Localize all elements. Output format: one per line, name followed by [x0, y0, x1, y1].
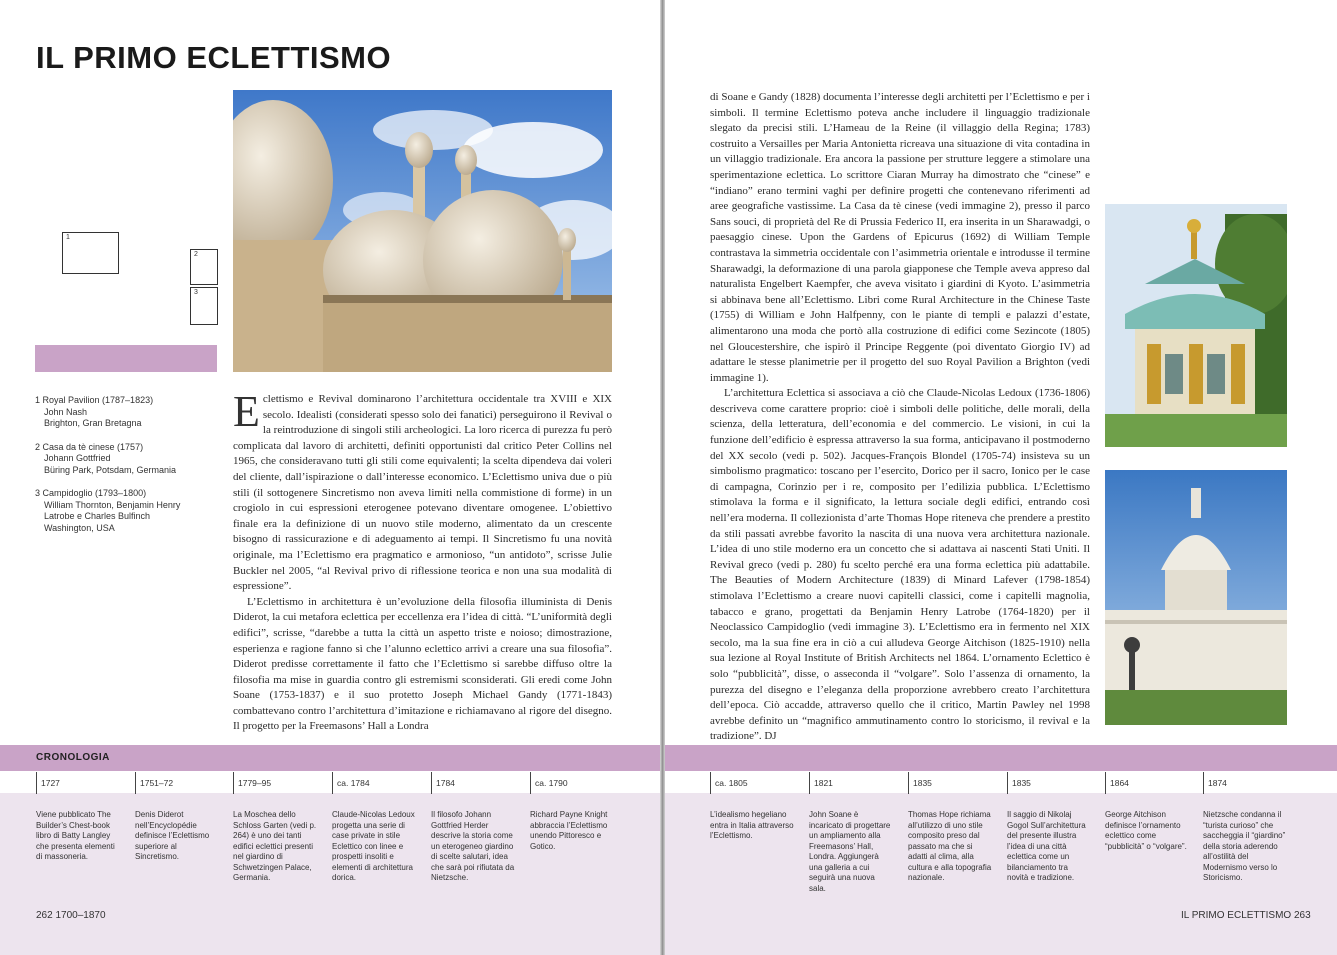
image-captions: [35, 395, 225, 546]
chrono-year: 1864: [1105, 772, 1129, 794]
chrono-year: 1751–72: [135, 772, 173, 794]
caption-line: William Thornton, Benjamin Henry: [44, 499, 181, 510]
caption-line: Brighton, Gran Bretagna: [44, 418, 142, 428]
caption-1: [35, 395, 225, 430]
chrono-event: Thomas Hope richiama all’utilizzo di uno stile composito preso dal passato ma che si adatti al clima, alla cultura e alla topografia nazionale.: [908, 810, 992, 882]
chrono-year: 1874: [1203, 772, 1227, 794]
chronology-title: CRONOLOGIA: [36, 752, 110, 763]
chrono-event: Claude-Nicolas Ledoux progetta una serie di case private in stile Eclettico con linee e prospetti insoliti e elementi di architettura dorica.: [332, 810, 415, 882]
chronology-band: [665, 745, 1337, 771]
chinese-tea-house-photo: [1105, 204, 1287, 447]
body-text-right: [710, 90, 1090, 743]
chrono-event: John Soane è incaricato di progettare un ampliamento alla Freemasons’ Hall, Londra. Aggiungerà una galleria a cui seguirà una nuova sala.: [809, 810, 891, 893]
caption-head: 2 Casa da tè cinese (1757): [35, 441, 144, 452]
left-page: [0, 0, 662, 955]
chrono-event: Il filosofo Johann Gottfried Herder descrive la storia come un eterogeneo giardino di scelte salutari, idea che sarà poi rifiutata da Nietzsche.: [431, 810, 515, 882]
chrono-event: George Aitchison definisce l’ornamento eclettico come “pubblicità” o “volgare”.: [1105, 810, 1187, 851]
caption-line: Latrobe e Charles Bulfinch: [44, 511, 151, 521]
caption-head: 1 Royal Pavilion (1787–1823): [35, 395, 154, 405]
locator-number: 2: [194, 251, 198, 258]
paragraph: L’Eclettismo in architettura è un’evoluzione della filosofia illuminista di Denis Diderot, la cui metafora eclettica per eccellenza era l’idea di città. “L’uniformità degli edifici”, scrisse, “darebbe a tutta la città un aspetto triste e noioso; dimostrazione, esperienza e ragione fanno sì che l’alunno eclettico arrivi a creare una sua filosofia”. Diderot predisse correttamente il fatto che l’Eclettismo si sarebbe diffuso oltre la filosofia ma mise in guardia contro gli estremismi sconsiderati. Gli eredi come John Soane (1753-1837) e il suo protetto Joseph Michael Gandy (1771-1843) combattevano contro l’architettura d’imitazione e richiamavano al rigore del disegno. Il progetto per la Freemasons’ Hall a Londra: [233, 595, 612, 733]
paragraph: di Soane e Gandy (1828) documenta l’interesse degli architetti per l’Eclettismo e per i simboli. Il termine Eclettismo poteva anche includere il linguaggio tradizionale slegato da precisi stili. L’Hameau de la Reine (il villaggio della Regina; 1783) costruito a Versailles per Maria Antonietta ricreava una situazione di vita contadina in un villaggio tradizionale. Era ancora la passione per strutture leggere a stimolare una sperimentazione eclettica. Lo scrittore Ciaran Murray ha dimostrato che “cinese” e “indiano” erano termini vaghi per definire progetti che contenevano riferimenti ad aree geografiche vastissime. La Casa da tè cinese (vedi immagine 2), presso il parco Sans souci, di proprietà del Re di Prussia Federico II, era inserita in un Sharawadgi, o paesaggio cinese. Upon the Gardens of Epicurus (1692) di William Temple contrastava la simmetria occidentale con l’asimmetria orientale e introdusse il termine Sharawadgi, la deformazione di una parola giapponese che Temple aveva appreso dal naturalista Engelbert Kaempfer, che aveva visitato i giardini di Kyoto. L’asimmetria si abbinava bene all’Eclettismo. Libri come Rural Architecture in the Chinese Taste (1755) di William e John Halfpenny, con le piante di templi e palazzi d’estate, alimentarono una moda che portò alla costruzione di edifici come Sezincote (1805) nel Gloucestershire, che ispirò il Principe Reggente (poi diventato Giorgio IV) ad adattare le stesse planimetrie per il progetto del suo Royal Pavilion a Brighton (vedi immagine 1).: [710, 91, 1090, 384]
paragraph-text: clettismo e Revival dominarono l’architettura occidentale tra XVIII e XIX secolo. Idealisti (considerati spesso solo dei fanatici) perseguirono il Revival o la reintroduzione di singoli stili archeologici. La loro ricerca di purezza fu però complicata dal lavoro di architetti, definiti opportunisti dal critico Peter Collins nel 1965, che consideravano tutti gli stili come equivalenti; la scelta dipendeva dai voleri del cliente, dall’ispirazione o dall’interesse economico. L’Eclettismo univa due o più stili (il sottogenere Sincretismo non aveva limiti nella commistione di forme) in un crogiolo in cui espressioni eterogenee potevano diventare omogenee. L’obiettivo finale era la definizione di un nuovo stile moderno, alimentato da un crescente bisogno di rassicurazione e di adeguamento ai tempi. Il Sincretismo fu una novità originale, ma l’Eclettismo era pragmatico e armonioso, “un antidoto”, scrisse Julie Buckler nel 2005, “al Revival privo di riflessione teorica e non una sua modalità di espressione”.: [233, 393, 612, 593]
page-folio-right: IL PRIMO ECLETTISMO 263: [1181, 910, 1311, 921]
paragraph: [233, 387, 612, 595]
chronology-years-row: [665, 771, 1337, 793]
caption-color-bar: [35, 345, 217, 372]
caption-3: [35, 488, 225, 534]
right-page: [665, 0, 1337, 955]
chrono-event: La Moschea dello Schloss Garten (vedi p. 264) è uno dei tanti edifici eclettici presenti nel giardino di Schwetzingen Palace, Germania.: [233, 810, 317, 882]
locator-number: 1: [66, 234, 70, 241]
caption-line: John Nash: [44, 406, 88, 417]
chrono-year: ca. 1790: [530, 772, 568, 794]
chrono-year: 1835: [1007, 772, 1031, 794]
locator-box-2: [190, 249, 218, 285]
caption-2: [35, 442, 225, 477]
drop-cap: E: [233, 387, 260, 436]
caption-head: 3 Campidoglio (1793–1800): [35, 488, 147, 498]
caption-line: Washington, USA: [44, 522, 115, 533]
caption-line: Büring Park, Potsdam, Germania: [44, 464, 177, 475]
locator-number: 3: [194, 289, 198, 296]
caption-line: Johann Gottfried: [44, 453, 111, 463]
chrono-event: Denis Diderot nell’Encyclopédie definisce l’Eclettismo superiore al Sincretismo.: [135, 810, 210, 861]
body-text-left: [233, 387, 612, 737]
capitol-photo: [1105, 470, 1287, 725]
chrono-year: ca. 1784: [332, 772, 370, 794]
paragraph: L’architettura Eclettica si associava a ciò che Claude-Nicolas Ledoux (1736-1806) descriveva come carattere proprio: cioè i simboli delle politiche, delle morali, della scienza, della letteratura, dell’economia e del commercio. Le visioni, in cui la funzione dell’edificio è espressa attraverso la sua forma, anticipavano il postmoderno del XX secolo (vedi p. 502). Jacques-François Blondel (1705-74) insisteva su un simbolismo pragmatico: toscano per l’esercito, Dorico per il sacro, Ionico per le case di campagna, Corinzio per i re, composito per l’edilizia pubblica. L’Eclettismo stimolava la forma e il significato, la lettura sociale degli edifici, entrando così nell’era moderna. Il collezionista d’arte Thomas Hope riteneva che prendere a prestito da stili passati avrebbe favorito la nascita di una nuova vera architettura nazionale. L’idea di uno stile moderno era un concetto che si adattava ai nascenti Stati Uniti. Il Revival greco (vedi p. 280) fu scelto perché era una forma eclettica più adattabile. The Beauties of Modern Architecture (1839) di Minard Lafever (1798-1854) stimolava l’Eclettismo a creare nuovi capitelli classici, come i capitelli magnolia, tabacco e grano, progettati da Benjamin Henry Latrobe (1764-1820) per il Neoclassico Campidoglio (vedi immagine 3). L’Eclettismo era in fermento nel XIX secolo, ma la sua fine era in ciò a cui alludeva George Aitchison (1825-1910) nella sua lezione al Royal Institute of British Architects nel 1864. L’ornamento Eclettico è solo “pubblicità”, disse, o asseconda il “volgare”. Solo l’assenza di ornamento, la purezza del disegno e l’eleganza della proporzione avrebbero creato l’architettura dell’epoca. Ciò accadde, attraverso quello che il critico, Martin Pawley nel 1998 avrebbe definito un “magnifico ammutinamento contro lo storicismo, il revival e la tradizione”. DJ: [710, 387, 1090, 743]
page-title: IL PRIMO ECLETTISMO: [36, 40, 392, 75]
chrono-year: 1821: [809, 772, 833, 794]
chrono-year: 1727: [36, 772, 60, 794]
chrono-event: Nietzsche condanna il “turista curioso” che saccheggia il “giardino” della storia aderendo all’ostilità del Modernismo verso lo Storicismo.: [1203, 810, 1286, 882]
chrono-year: 1779–95: [233, 772, 271, 794]
chrono-event: L’idealismo hegeliano entra in Italia attraverso l’Eclettismo.: [710, 810, 794, 840]
chrono-year: 1835: [908, 772, 932, 794]
chrono-event: Viene pubblicato The Builder’s Chest-book libro di Batty Langley che presenta elementi di massoneria.: [36, 810, 115, 861]
chrono-year: ca. 1805: [710, 772, 748, 794]
royal-pavilion-photo: [233, 90, 612, 372]
locator-box-1: [62, 232, 119, 274]
chrono-event: Il saggio di Nikolaj Gogol Sull’architettura del presente illustra l’idea di una città eclettica come un bilanciamento tra novità e tradizione.: [1007, 810, 1086, 882]
page-folio-left: 262 1700–1870: [36, 910, 106, 921]
locator-box-3: [190, 287, 218, 325]
chrono-year: 1784: [431, 772, 455, 794]
chrono-event: Richard Payne Knight abbraccia l’Eclettismo unendo Pittoresco e Gotico.: [530, 810, 608, 851]
